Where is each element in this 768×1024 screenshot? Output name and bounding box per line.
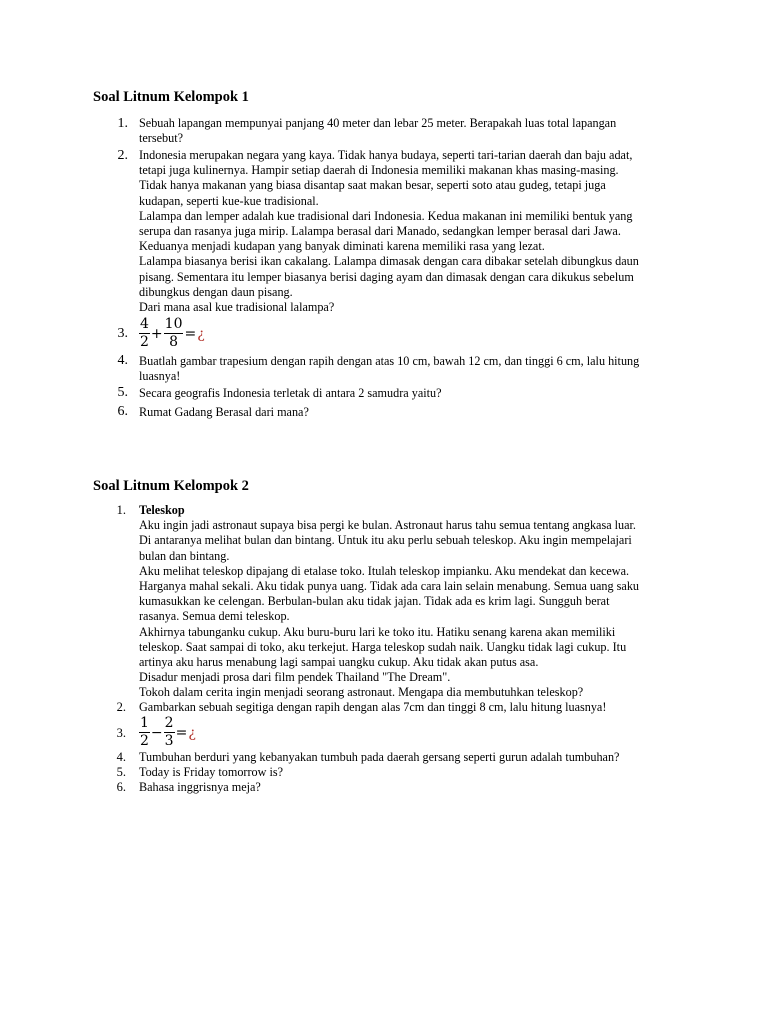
g2-item3-number: 3. [116, 726, 126, 740]
g1-item6-text: Rumat Gadang Berasal dari mana? [139, 405, 309, 419]
group2-title: Soal Litnum Kelompok 2 [93, 478, 249, 494]
group1-title: Soal Litnum Kelompok 1 [93, 89, 249, 105]
question-mark-glyph: ¿ [188, 724, 196, 741]
g1-item1-text: Sebuah lapangan mempunyai panjang 40 meter dan lebar 25 meter. Berapakah luas total lapangan tersebut? [139, 116, 617, 146]
g1-item5-number: 5. [117, 385, 128, 400]
g1-item2-number: 2. [117, 148, 128, 163]
fraction: 1 2 [140, 715, 149, 749]
g2-item2-number: 2. [116, 700, 126, 714]
fraction: $\frac{10}{8}$ [164, 316, 183, 350]
g1-item4-text: Buatlah gambar trapesium dengan rapih dengan atas 10 cm, bawah 12 cm, dan tinggi 6 cm, lalu hitung luasnya! [139, 354, 640, 384]
g1-item4-number: 4. [117, 353, 128, 368]
g2-item4-number: 4. [116, 750, 126, 764]
g2-item6-number: 6. [116, 780, 126, 794]
g1-item6-number: 6. [117, 404, 128, 419]
g1-item2-text: Indonesia merupakan negara yang kaya. Tidak hanya budaya, seperti tari-tarian daerah dan baju adat, tetapi juga kulinernya. Hampir setiap daerah di Indonesia memiliki makanan khas masing-masing. Tidak hanya makanan yang biasa disantap saat makan besar, seperti soto atau gudeg, tetapi juga kudapan, seperti kue-kue tradisional. Lalampa dan lemper adalah kue tradisional dari Indonesia. Kedua makanan ini memiliki bentuk yang serupa dan rasanya juga mirip. Lalampa berasal dari Manado, sedangkan lemper berasal dari Jawa. Keduanya menjadi kudapan yang banyak diminati karena memiliki rasa yang lezat. Lalampa biasanya berisi ikan cakalang. Lalampa dimasak dengan cara dibakar setelah dibungkus daun pisang. Sementara itu lemper biasanya berisi daging ayam dan dimasak dengan cara dikukus sebelum dibungkus dengan daun pisang. Dari mana asal kue tradisional lalampa? [139, 148, 639, 315]
story-title: Teleskop [139, 503, 185, 517]
g2-item2-text: Gambarkan sebuah segitiga dengan rapih dengan alas 7cm dan tinggi 8 cm, lalu hitung luasnya! [139, 700, 607, 714]
g1-item1-number: 1. [117, 116, 128, 131]
fraction: $\frac{2}{3}$ [164, 715, 174, 749]
g2-item5-number: 5. [116, 765, 126, 779]
question-mark-glyph: ¿ [197, 325, 205, 342]
g2-item3-equation: 1 2 − $\frac{2}{3}$ = ¿ [140, 715, 196, 749]
fraction: 4 2 [140, 316, 149, 350]
g2-item1-text: Teleskop Aku ingin jadi astronaut supaya bisa pergi ke bulan. Astronaut harus tahu semua tentang angkasa luar. Di antaranya melihat bulan dan bintang. Untuk itu aku perlu sebuah teleskop. Aku ingin mempelajari bulan dan bintang. Aku melihat teleskop dipajang di etalase toko. Itulah teleskop impianku. Aku mendekat dan kecewa. Harganya mahal sekali. Aku tidak punya uang. Tidak ada cara lain selain menabung. Semua uang saku kumasukkan ke celengan. Berbulan-bulan aku tidak jajan. Tidak ada es krim lagi. Sungguh berat rasanya. Semua demi teleskop. Akhirnya tabunganku cukup. Aku buru-buru lari ke toko itu. Hatiku senang karena akan memiliki teleskop. Saat sampai di toko, aku terkejut. Harga teleskop sudah naik. Uangku tidak lagi cukup. Itu artinya aku harus menabung lagi sampai uangku cukup. Aku tidak akan putus asa. Disadur menjadi prosa dari film pendek Thailand "The Dream". Tokoh dalam cerita ingin menjadi seorang astronaut. Mengapa dia membutuhkan teleskop? [139, 503, 679, 701]
g2-item4-text: Tumbuhan berduri yang kebanyakan tumbuh pada daerah gersang seperti gurun adalah tumbuhan? [139, 750, 620, 764]
g2-item5-text: Today is Friday tomorrow is? [139, 765, 284, 779]
g2-item6-text: Bahasa inggrisnya meja? [139, 780, 261, 794]
g1-item5-text: Secara geografis Indonesia terletak di antara 2 samudra yaitu? [139, 386, 442, 400]
g1-item3-number: 3. [117, 326, 128, 341]
g2-item1-number: 1. [116, 503, 126, 517]
g1-item3-equation: 4 2 + $\frac{10}{8}$ = ¿ [140, 316, 205, 350]
